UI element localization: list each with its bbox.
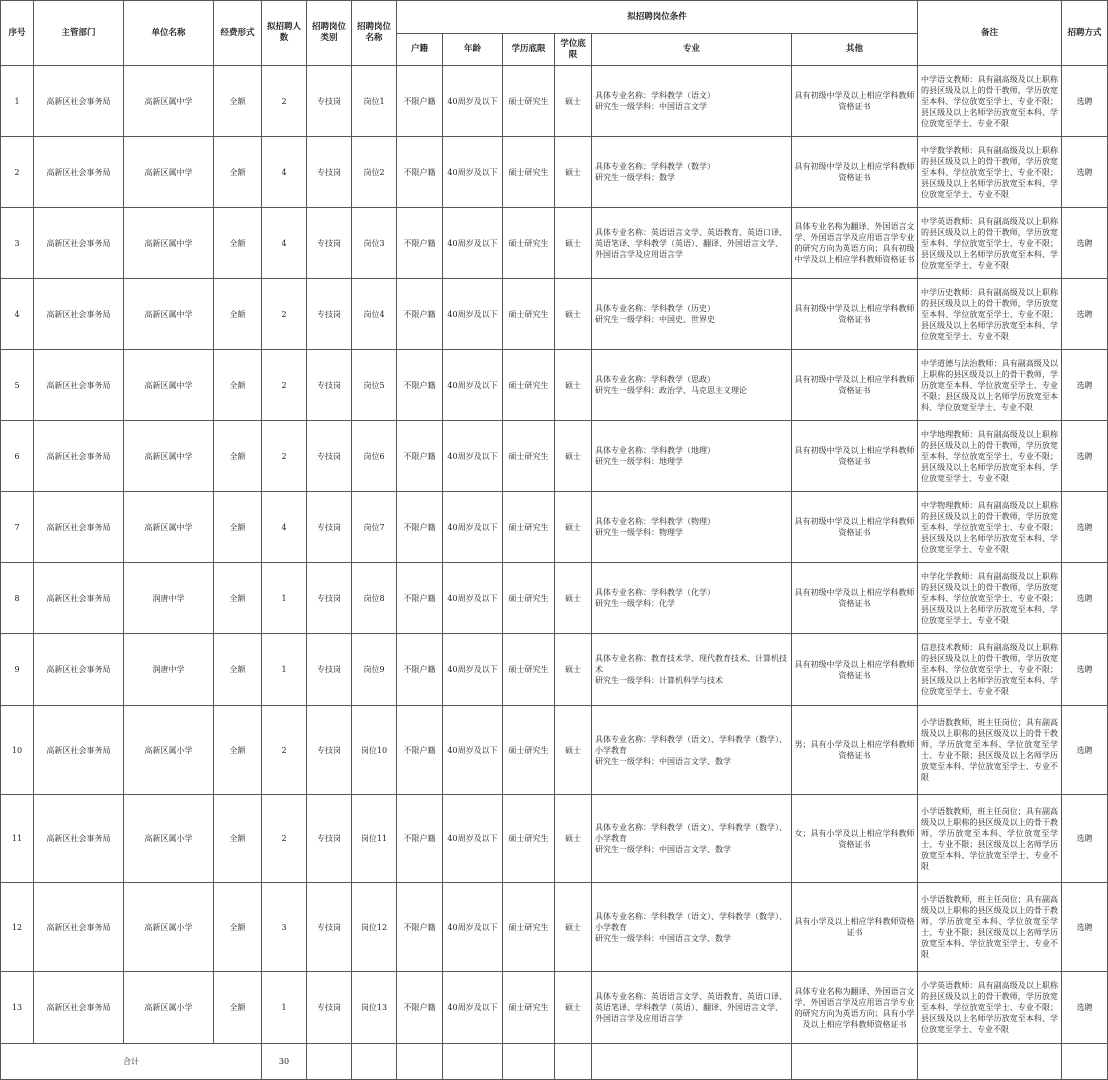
cell-method: 选聘 bbox=[1062, 634, 1108, 706]
cell-edu: 硕士研究生 bbox=[503, 66, 555, 137]
header-row-primary bbox=[1, 1, 1108, 34]
cell-count: 2 bbox=[262, 795, 307, 883]
cell-category: 专技岗 bbox=[307, 492, 352, 563]
cell-fund: 全额 bbox=[214, 208, 262, 279]
cell-hukou: 不限户籍 bbox=[397, 66, 443, 137]
cell-major: 具体专业名称：学科教学（化学） 研究生一级学科：化学 bbox=[592, 563, 792, 634]
cell-method: 选聘 bbox=[1062, 972, 1108, 1044]
cell-remark: 中学化学教师：具有副高级及以上职称的县区级及以上的骨干教师，学历放宽至本科、学位放宽至学士、专业不限；县区级及以上名师学历放宽至本科、学位放宽至学士、专业不限 bbox=[918, 563, 1062, 634]
cell-category: 专技岗 bbox=[307, 350, 352, 421]
cell-post: 岗位7 bbox=[352, 492, 397, 563]
cell-age: 40周岁及以下 bbox=[443, 883, 503, 972]
cell-dept: 高新区社会事务局 bbox=[34, 563, 124, 634]
table-row bbox=[1, 972, 1108, 1044]
cell-degree: 硕士 bbox=[555, 563, 592, 634]
total-empty-cell bbox=[397, 1044, 443, 1080]
cell-dept: 高新区社会事务局 bbox=[34, 421, 124, 492]
cell-category: 专技岗 bbox=[307, 706, 352, 795]
cell-method: 选聘 bbox=[1062, 66, 1108, 137]
total-empty-cell bbox=[555, 1044, 592, 1080]
cell-edu: 硕士研究生 bbox=[503, 350, 555, 421]
cell-age: 40周岁及以下 bbox=[443, 66, 503, 137]
table-body bbox=[1, 66, 1108, 1080]
cell-degree: 硕士 bbox=[555, 972, 592, 1044]
cell-major: 具体专业名称：学科教学（语文）、学科教学（数学）、小学教育 研究生一级学科：中国语言文学、数学 bbox=[592, 795, 792, 883]
cell-remark: 小学语数教师，班主任岗位；具有副高级及以上职称的县区级及以上的骨干教师，学历放宽至本科、学位放宽至学士、专业不限；县区级及以上名师学历放宽至本科、学位放宽至学士、专业不限 bbox=[918, 883, 1062, 972]
cell-major: 具体专业名称：学科教学（思政） 研究生一级学科：政治学、马克思主义理论 bbox=[592, 350, 792, 421]
cell-degree: 硕士 bbox=[555, 795, 592, 883]
cell-degree: 硕士 bbox=[555, 492, 592, 563]
cell-dept: 高新区社会事务局 bbox=[34, 492, 124, 563]
header-post: 招聘岗位名称 bbox=[352, 1, 397, 66]
cell-category: 专技岗 bbox=[307, 208, 352, 279]
cell-category: 专技岗 bbox=[307, 421, 352, 492]
cell-dept: 高新区社会事务局 bbox=[34, 350, 124, 421]
cell-hukou: 不限户籍 bbox=[397, 208, 443, 279]
cell-age: 40周岁及以下 bbox=[443, 795, 503, 883]
header-unit: 单位名称 bbox=[124, 1, 214, 66]
cell-other: 具有小学及以上相应学科教师资格证书 bbox=[792, 883, 918, 972]
cell-category: 专技岗 bbox=[307, 883, 352, 972]
cell-remark: 中学物理教师：具有副高级及以上职称的县区级及以上的骨干教师，学历放宽至本科、学位放宽至学士、专业不限；县区级及以上名师学历放宽至本科、学位放宽至学士、专业不限 bbox=[918, 492, 1062, 563]
cell-unit: 润唐中学 bbox=[124, 634, 214, 706]
cell-category: 专技岗 bbox=[307, 634, 352, 706]
cell-edu: 硕士研究生 bbox=[503, 208, 555, 279]
cell-other: 具体专业名称为翻译、外国语言文学、外国语言学及应用语言学专业的研究方向为英语方向；具有小学及以上相应学科教师资格证书 bbox=[792, 972, 918, 1044]
table-row bbox=[1, 883, 1108, 972]
cell-method: 选聘 bbox=[1062, 492, 1108, 563]
cell-major: 具体专业名称：学科教学（地理） 研究生一级学科：地理学 bbox=[592, 421, 792, 492]
cell-degree: 硕士 bbox=[555, 208, 592, 279]
cell-other: 具有初级中学及以上相应学科教师资格证书 bbox=[792, 634, 918, 706]
cell-dept: 高新区社会事务局 bbox=[34, 883, 124, 972]
cell-count: 4 bbox=[262, 137, 307, 208]
cell-edu: 硕士研究生 bbox=[503, 634, 555, 706]
cell-major: 具体专业名称：英语语言文学、英语教育、英语口译、英语笔译、学科教学（英语）、翻译、外国语言文学、外国语言学及应用语言学 bbox=[592, 208, 792, 279]
header-category: 招聘岗位类别 bbox=[307, 1, 352, 66]
table-row bbox=[1, 706, 1108, 795]
cell-hukou: 不限户籍 bbox=[397, 972, 443, 1044]
cell-seq: 9 bbox=[1, 634, 34, 706]
cell-count: 2 bbox=[262, 706, 307, 795]
cell-unit: 高新区属小学 bbox=[124, 795, 214, 883]
cell-degree: 硕士 bbox=[555, 279, 592, 350]
cell-method: 选聘 bbox=[1062, 563, 1108, 634]
cell-method: 选聘 bbox=[1062, 208, 1108, 279]
header-fund: 经费形式 bbox=[214, 1, 262, 66]
table-row bbox=[1, 492, 1108, 563]
cell-fund: 全额 bbox=[214, 706, 262, 795]
cell-count: 2 bbox=[262, 350, 307, 421]
cell-seq: 13 bbox=[1, 972, 34, 1044]
cell-fund: 全额 bbox=[214, 350, 262, 421]
total-empty-cell bbox=[352, 1044, 397, 1080]
cell-degree: 硕士 bbox=[555, 883, 592, 972]
cell-count: 1 bbox=[262, 634, 307, 706]
cell-degree: 硕士 bbox=[555, 350, 592, 421]
header-edu: 学历底限 bbox=[503, 34, 555, 66]
cell-fund: 全额 bbox=[214, 883, 262, 972]
cell-dept: 高新区社会事务局 bbox=[34, 634, 124, 706]
cell-hukou: 不限户籍 bbox=[397, 279, 443, 350]
cell-fund: 全额 bbox=[214, 279, 262, 350]
cell-method: 选聘 bbox=[1062, 279, 1108, 350]
cell-unit: 高新区属中学 bbox=[124, 66, 214, 137]
total-empty-cell bbox=[918, 1044, 1062, 1080]
cell-fund: 全额 bbox=[214, 421, 262, 492]
cell-unit: 高新区属中学 bbox=[124, 492, 214, 563]
cell-age: 40周岁及以下 bbox=[443, 137, 503, 208]
cell-other: 女；具有小学及以上相应学科教师资格证书 bbox=[792, 795, 918, 883]
cell-unit: 高新区属中学 bbox=[124, 350, 214, 421]
cell-remark: 中学英语教师：具有副高级及以上职称的县区级及以上的骨干教师，学历放宽至本科、学位放宽至学士、专业不限；县区级及以上名师学历放宽至本科、学位放宽至学士、专业不限 bbox=[918, 208, 1062, 279]
cell-fund: 全额 bbox=[214, 972, 262, 1044]
cell-age: 40周岁及以下 bbox=[443, 421, 503, 492]
cell-method: 选聘 bbox=[1062, 350, 1108, 421]
cell-count: 1 bbox=[262, 972, 307, 1044]
total-empty-cell bbox=[592, 1044, 792, 1080]
cell-post: 岗位1 bbox=[352, 66, 397, 137]
cell-category: 专技岗 bbox=[307, 795, 352, 883]
total-empty-cell bbox=[503, 1044, 555, 1080]
cell-degree: 硕士 bbox=[555, 66, 592, 137]
cell-age: 40周岁及以下 bbox=[443, 350, 503, 421]
cell-seq: 7 bbox=[1, 492, 34, 563]
cell-fund: 全额 bbox=[214, 634, 262, 706]
cell-remark: 小学语数教师，班主任岗位；具有副高级及以上职称的县区级及以上的骨干教师，学历放宽至本科、学位放宽至学士、专业不限；县区级及以上名师学历放宽至本科、学位放宽至学士、专业不限 bbox=[918, 706, 1062, 795]
cell-category: 专技岗 bbox=[307, 66, 352, 137]
cell-edu: 硕士研究生 bbox=[503, 421, 555, 492]
cell-age: 40周岁及以下 bbox=[443, 492, 503, 563]
cell-post: 岗位13 bbox=[352, 972, 397, 1044]
cell-seq: 4 bbox=[1, 279, 34, 350]
cell-edu: 硕士研究生 bbox=[503, 883, 555, 972]
cell-remark: 中学历史教师：具有副高级及以上职称的县区级及以上的骨干教师，学历放宽至本科、学位放宽至学士、专业不限；县区级及以上名师学历放宽至本科、学位放宽至学士、专业不限 bbox=[918, 279, 1062, 350]
table-row bbox=[1, 795, 1108, 883]
cell-remark: 信息技术教师：具有副高级及以上职称的县区级及以上的骨干教师，学历放宽至本科、学位放宽至学士、专业不限；县区级及以上名师学历放宽至本科、学位放宽至学士、专业不限 bbox=[918, 634, 1062, 706]
cell-method: 选聘 bbox=[1062, 421, 1108, 492]
cell-degree: 硕士 bbox=[555, 634, 592, 706]
header-remark: 备注 bbox=[918, 1, 1062, 66]
cell-fund: 全额 bbox=[214, 137, 262, 208]
cell-category: 专技岗 bbox=[307, 279, 352, 350]
cell-remark: 小学语数教师，班主任岗位；具有副高级及以上职称的县区级及以上的骨干教师，学历放宽至本科、学位放宽至学士、专业不限；县区级及以上名师学历放宽至本科、学位放宽至学士、专业不限 bbox=[918, 795, 1062, 883]
cell-edu: 硕士研究生 bbox=[503, 972, 555, 1044]
cell-major: 具体专业名称：学科教学（数学） 研究生一级学科：数学 bbox=[592, 137, 792, 208]
table-row bbox=[1, 137, 1108, 208]
cell-age: 40周岁及以下 bbox=[443, 563, 503, 634]
cell-other: 具有初级中学及以上相应学科教师资格证书 bbox=[792, 563, 918, 634]
cell-hukou: 不限户籍 bbox=[397, 634, 443, 706]
cell-post: 岗位6 bbox=[352, 421, 397, 492]
cell-post: 岗位8 bbox=[352, 563, 397, 634]
header-count: 拟招聘人数 bbox=[262, 1, 307, 66]
cell-other: 具体专业名称为翻译、外国语言文学、外国语言学及应用语言学专业的研究方向为英语方向；具有初级中学及以上相应学科教师资格证书 bbox=[792, 208, 918, 279]
header-conditions: 拟招聘岗位条件 bbox=[397, 1, 918, 34]
total-empty-cell bbox=[1062, 1044, 1108, 1080]
cell-seq: 8 bbox=[1, 563, 34, 634]
cell-dept: 高新区社会事务局 bbox=[34, 972, 124, 1044]
cell-age: 40周岁及以下 bbox=[443, 706, 503, 795]
cell-fund: 全额 bbox=[214, 492, 262, 563]
cell-major: 具体专业名称：教育技术学、现代教育技术、计算机技术 研究生一级学科：计算机科学与技术 bbox=[592, 634, 792, 706]
header-other: 其他 bbox=[792, 34, 918, 66]
cell-age: 40周岁及以下 bbox=[443, 279, 503, 350]
cell-post: 岗位12 bbox=[352, 883, 397, 972]
cell-post: 岗位4 bbox=[352, 279, 397, 350]
cell-count: 1 bbox=[262, 563, 307, 634]
cell-unit: 高新区属中学 bbox=[124, 208, 214, 279]
cell-fund: 全额 bbox=[214, 66, 262, 137]
cell-seq: 1 bbox=[1, 66, 34, 137]
cell-seq: 6 bbox=[1, 421, 34, 492]
cell-count: 4 bbox=[262, 492, 307, 563]
cell-category: 专技岗 bbox=[307, 972, 352, 1044]
table-row bbox=[1, 563, 1108, 634]
cell-remark: 中学数学教师：具有副高级及以上职称的县区级及以上的骨干教师，学历放宽至本科、学位放宽至学士、专业不限；县区级及以上名师学历放宽至本科、学位放宽至学士、专业不限 bbox=[918, 137, 1062, 208]
cell-unit: 高新区属小学 bbox=[124, 706, 214, 795]
cell-remark: 小学英语教师：具有副高级及以上职称的县区级及以上的骨干教师，学历放宽至本科、学位放宽至学士、专业不限；县区级及以上名师学历放宽至本科、学位放宽至学士、专业不限 bbox=[918, 972, 1062, 1044]
cell-other: 具有初级中学及以上相应学科教师资格证书 bbox=[792, 492, 918, 563]
cell-count: 2 bbox=[262, 421, 307, 492]
cell-major: 具体专业名称：英语语言文学、英语教育、英语口译、英语笔译、学科教学（英语）、翻译、外国语言文学、外国语言学及应用语言学 bbox=[592, 972, 792, 1044]
cell-unit: 高新区属小学 bbox=[124, 972, 214, 1044]
header-hukou: 户籍 bbox=[397, 34, 443, 66]
header-age: 年龄 bbox=[443, 34, 503, 66]
cell-fund: 全额 bbox=[214, 795, 262, 883]
cell-major: 具体专业名称：学科教学（语文） 研究生一级学科：中国语言文学 bbox=[592, 66, 792, 137]
cell-count: 3 bbox=[262, 883, 307, 972]
table-row bbox=[1, 279, 1108, 350]
cell-remark: 中学语文教师：具有副高级及以上职称的县区级及以上的骨干教师，学历放宽至本科、学位放宽至学士、专业不限；县区级及以上名师学历放宽至本科、学位放宽至学士、专业不限 bbox=[918, 66, 1062, 137]
table-row bbox=[1, 66, 1108, 137]
cell-dept: 高新区社会事务局 bbox=[34, 66, 124, 137]
cell-dept: 高新区社会事务局 bbox=[34, 706, 124, 795]
cell-hukou: 不限户籍 bbox=[397, 563, 443, 634]
cell-seq: 12 bbox=[1, 883, 34, 972]
cell-seq: 11 bbox=[1, 795, 34, 883]
cell-count: 2 bbox=[262, 66, 307, 137]
table-row bbox=[1, 208, 1108, 279]
cell-hukou: 不限户籍 bbox=[397, 137, 443, 208]
cell-count: 2 bbox=[262, 279, 307, 350]
cell-other: 具有初级中学及以上相应学科教师资格证书 bbox=[792, 66, 918, 137]
cell-edu: 硕士研究生 bbox=[503, 492, 555, 563]
cell-hukou: 不限户籍 bbox=[397, 883, 443, 972]
cell-age: 40周岁及以下 bbox=[443, 634, 503, 706]
cell-unit: 高新区属小学 bbox=[124, 883, 214, 972]
cell-remark: 中学地理教师：具有副高级及以上职称的县区级及以上的骨干教师，学历放宽至本科、学位放宽至学士、专业不限；县区级及以上名师学历放宽至本科、学位放宽至学士、专业不限 bbox=[918, 421, 1062, 492]
cell-hukou: 不限户籍 bbox=[397, 795, 443, 883]
header-dept: 主管部门 bbox=[34, 1, 124, 66]
total-empty-cell bbox=[443, 1044, 503, 1080]
cell-category: 专技岗 bbox=[307, 137, 352, 208]
cell-degree: 硕士 bbox=[555, 421, 592, 492]
total-count: 30 bbox=[262, 1044, 307, 1080]
cell-post: 岗位10 bbox=[352, 706, 397, 795]
cell-unit: 高新区属中学 bbox=[124, 421, 214, 492]
cell-age: 40周岁及以下 bbox=[443, 208, 503, 279]
cell-method: 选聘 bbox=[1062, 706, 1108, 795]
cell-major: 具体专业名称：学科教学（历史） 研究生一级学科：中国史、世界史 bbox=[592, 279, 792, 350]
cell-other: 具有初级中学及以上相应学科教师资格证书 bbox=[792, 279, 918, 350]
cell-hukou: 不限户籍 bbox=[397, 350, 443, 421]
cell-unit: 高新区属中学 bbox=[124, 137, 214, 208]
cell-method: 选聘 bbox=[1062, 795, 1108, 883]
cell-seq: 5 bbox=[1, 350, 34, 421]
cell-count: 4 bbox=[262, 208, 307, 279]
cell-hukou: 不限户籍 bbox=[397, 492, 443, 563]
header-seq: 序号 bbox=[1, 1, 34, 66]
cell-fund: 全额 bbox=[214, 563, 262, 634]
cell-post: 岗位5 bbox=[352, 350, 397, 421]
cell-edu: 硕士研究生 bbox=[503, 137, 555, 208]
cell-edu: 硕士研究生 bbox=[503, 563, 555, 634]
header-major: 专业 bbox=[592, 34, 792, 66]
cell-major: 具体专业名称：学科教学（语文）、学科教学（数学）、小学教育 研究生一级学科：中国语言文学、数学 bbox=[592, 883, 792, 972]
cell-other: 男；具有小学及以上相应学科教师资格证书 bbox=[792, 706, 918, 795]
cell-degree: 硕士 bbox=[555, 137, 592, 208]
cell-edu: 硕士研究生 bbox=[503, 795, 555, 883]
cell-post: 岗位9 bbox=[352, 634, 397, 706]
header-degree: 学位底限 bbox=[555, 34, 592, 66]
cell-major: 具体专业名称：学科教学（语文）、学科教学（数学）、小学教育 研究生一级学科：中国语言文学、数学 bbox=[592, 706, 792, 795]
cell-category: 专技岗 bbox=[307, 563, 352, 634]
table-row bbox=[1, 350, 1108, 421]
cell-other: 具有初级中学及以上相应学科教师资格证书 bbox=[792, 137, 918, 208]
cell-dept: 高新区社会事务局 bbox=[34, 279, 124, 350]
cell-dept: 高新区社会事务局 bbox=[34, 137, 124, 208]
cell-age: 40周岁及以下 bbox=[443, 972, 503, 1044]
cell-major: 具体专业名称：学科教学（物理） 研究生一级学科：物理学 bbox=[592, 492, 792, 563]
table-row bbox=[1, 421, 1108, 492]
header-method: 招聘方式 bbox=[1062, 1, 1108, 66]
cell-method: 选聘 bbox=[1062, 137, 1108, 208]
cell-edu: 硕士研究生 bbox=[503, 279, 555, 350]
cell-method: 选聘 bbox=[1062, 883, 1108, 972]
cell-post: 岗位3 bbox=[352, 208, 397, 279]
cell-other: 具有初级中学及以上相应学科教师资格证书 bbox=[792, 421, 918, 492]
cell-post: 岗位11 bbox=[352, 795, 397, 883]
total-empty-cell bbox=[792, 1044, 918, 1080]
cell-seq: 2 bbox=[1, 137, 34, 208]
total-label: 合计 bbox=[1, 1044, 262, 1080]
cell-degree: 硕士 bbox=[555, 706, 592, 795]
cell-seq: 10 bbox=[1, 706, 34, 795]
cell-post: 岗位2 bbox=[352, 137, 397, 208]
cell-dept: 高新区社会事务局 bbox=[34, 208, 124, 279]
cell-seq: 3 bbox=[1, 208, 34, 279]
cell-other: 具有初级中学及以上相应学科教师资格证书 bbox=[792, 350, 918, 421]
cell-hukou: 不限户籍 bbox=[397, 421, 443, 492]
cell-remark: 中学道德与法治教师：具有副高级及以上职称的县区级及以上的骨干教师，学历放宽至本科、学位放宽至学士、专业不限；县区级及以上名师学历放宽至本科、学位放宽至学士、专业不限 bbox=[918, 350, 1062, 421]
total-row bbox=[1, 1044, 1108, 1080]
cell-edu: 硕士研究生 bbox=[503, 706, 555, 795]
cell-unit: 润唐中学 bbox=[124, 563, 214, 634]
table-row bbox=[1, 634, 1108, 706]
cell-unit: 高新区属中学 bbox=[124, 279, 214, 350]
cell-dept: 高新区社会事务局 bbox=[34, 795, 124, 883]
cell-hukou: 不限户籍 bbox=[397, 706, 443, 795]
total-empty-cell bbox=[307, 1044, 352, 1080]
